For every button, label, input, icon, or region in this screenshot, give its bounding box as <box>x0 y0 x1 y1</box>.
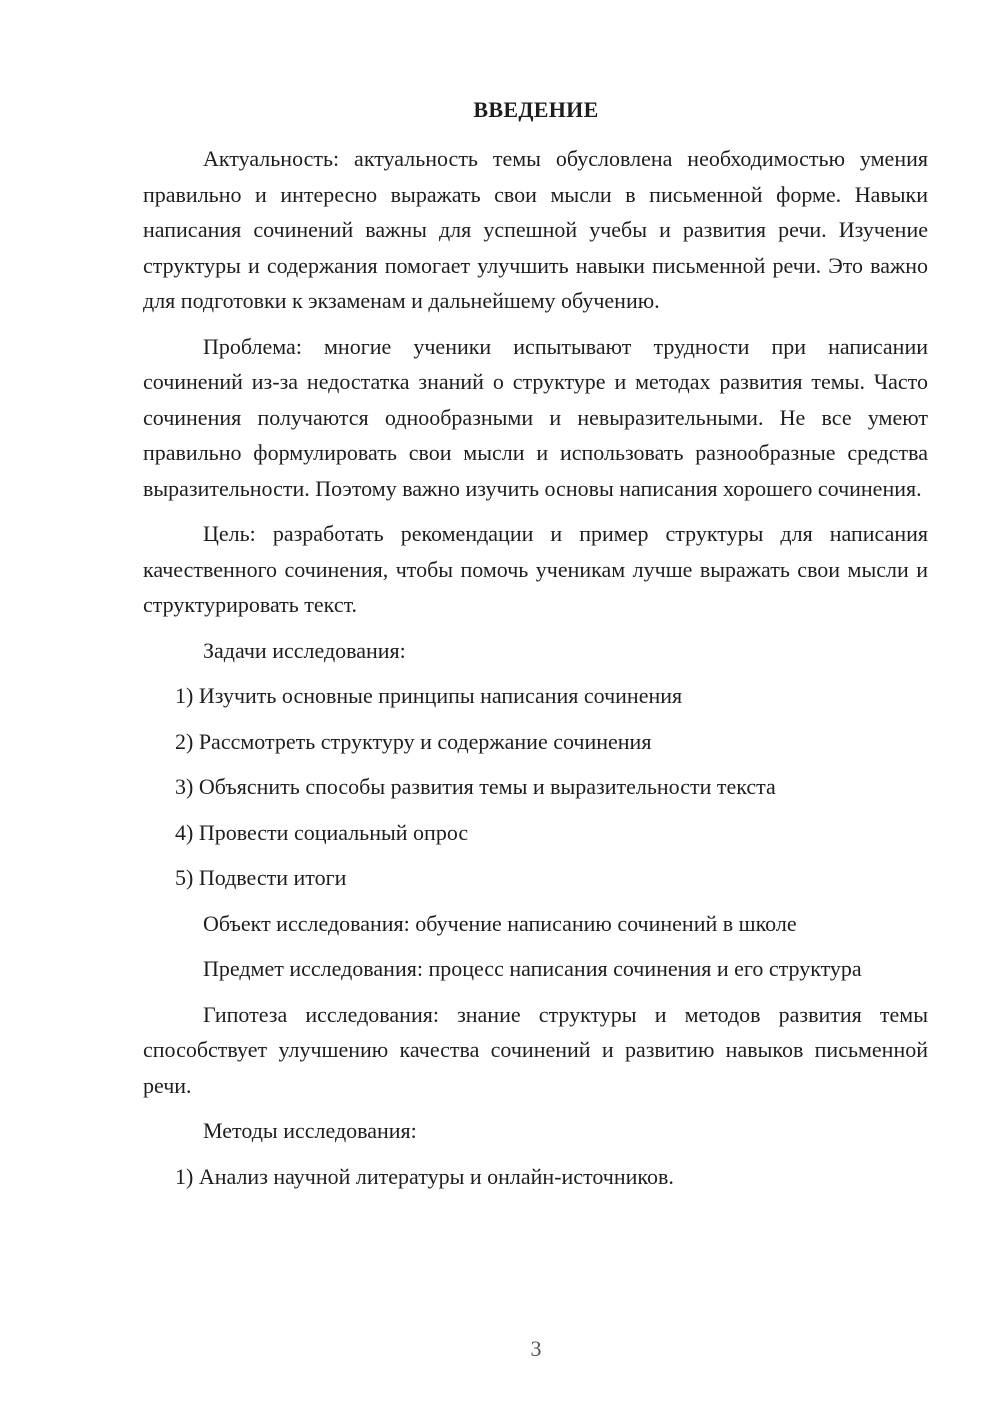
task-item-4: 4) Провести социальный опрос <box>175 819 469 845</box>
page-number: 3 <box>530 1336 542 1361</box>
goal-paragraph: Цель: разработать рекомендации и пример структуры для написания качественного сочинения, чтобы помочь ученикам лучше выражать свои мысли и структурировать текст. <box>143 521 928 617</box>
document-body <box>143 141 928 1204</box>
relevance-paragraph: Актуальность: актуальность темы обусловлена необходимостью умения правильно и интересно выражать свои мысли в письменной форме. Навыки написания сочинений важны для успешной учебы и развития речи. Изучение структуры и содержания помогает улучшить навыки письменной речи. Это важно для подготовки к экзаменам и дальнейшему обучению. <box>143 146 928 313</box>
methods-heading: Методы исследования: <box>203 1118 417 1143</box>
task-item-5: 5) Подвести итоги <box>175 865 347 890</box>
task-item-1: 1) Изучить основные принципы написания сочинения <box>175 683 683 708</box>
tasks-heading: Задачи исследования: <box>203 637 406 663</box>
section-title: ВВЕДЕНИЕ <box>473 97 599 122</box>
hypothesis-paragraph: Гипотеза исследования: знание структуры и методов развития темы способствует улучшению качества сочинений и развитию навыков письменной речи. <box>143 1001 928 1098</box>
task-item-2: 2) Рассмотреть структуру и содержание сочинения <box>175 728 652 754</box>
subject-paragraph: Предмет исследования: процесс написания сочинения и его структура <box>203 956 862 981</box>
object-paragraph: Объект исследования: обучение написанию сочинений в школе <box>203 910 797 936</box>
task-item-3: 3) Объяснить способы развития темы и выразительности текста <box>175 774 776 799</box>
problem-paragraph: Проблема: многие ученики испытывают трудности при написании сочинений из-за недостатка знаний о структуре и методах развития темы. Часто сочинения получаются однообразными и невыразительными. Не все умеют правильно формулировать свои мысли и использовать разнообразные средства выразительности. Поэтому важно изучить основы написания хорошего сочинения. <box>143 333 928 501</box>
method-item-1: 1) Анализ научной литературы и онлайн-источников. <box>175 1163 674 1189</box>
